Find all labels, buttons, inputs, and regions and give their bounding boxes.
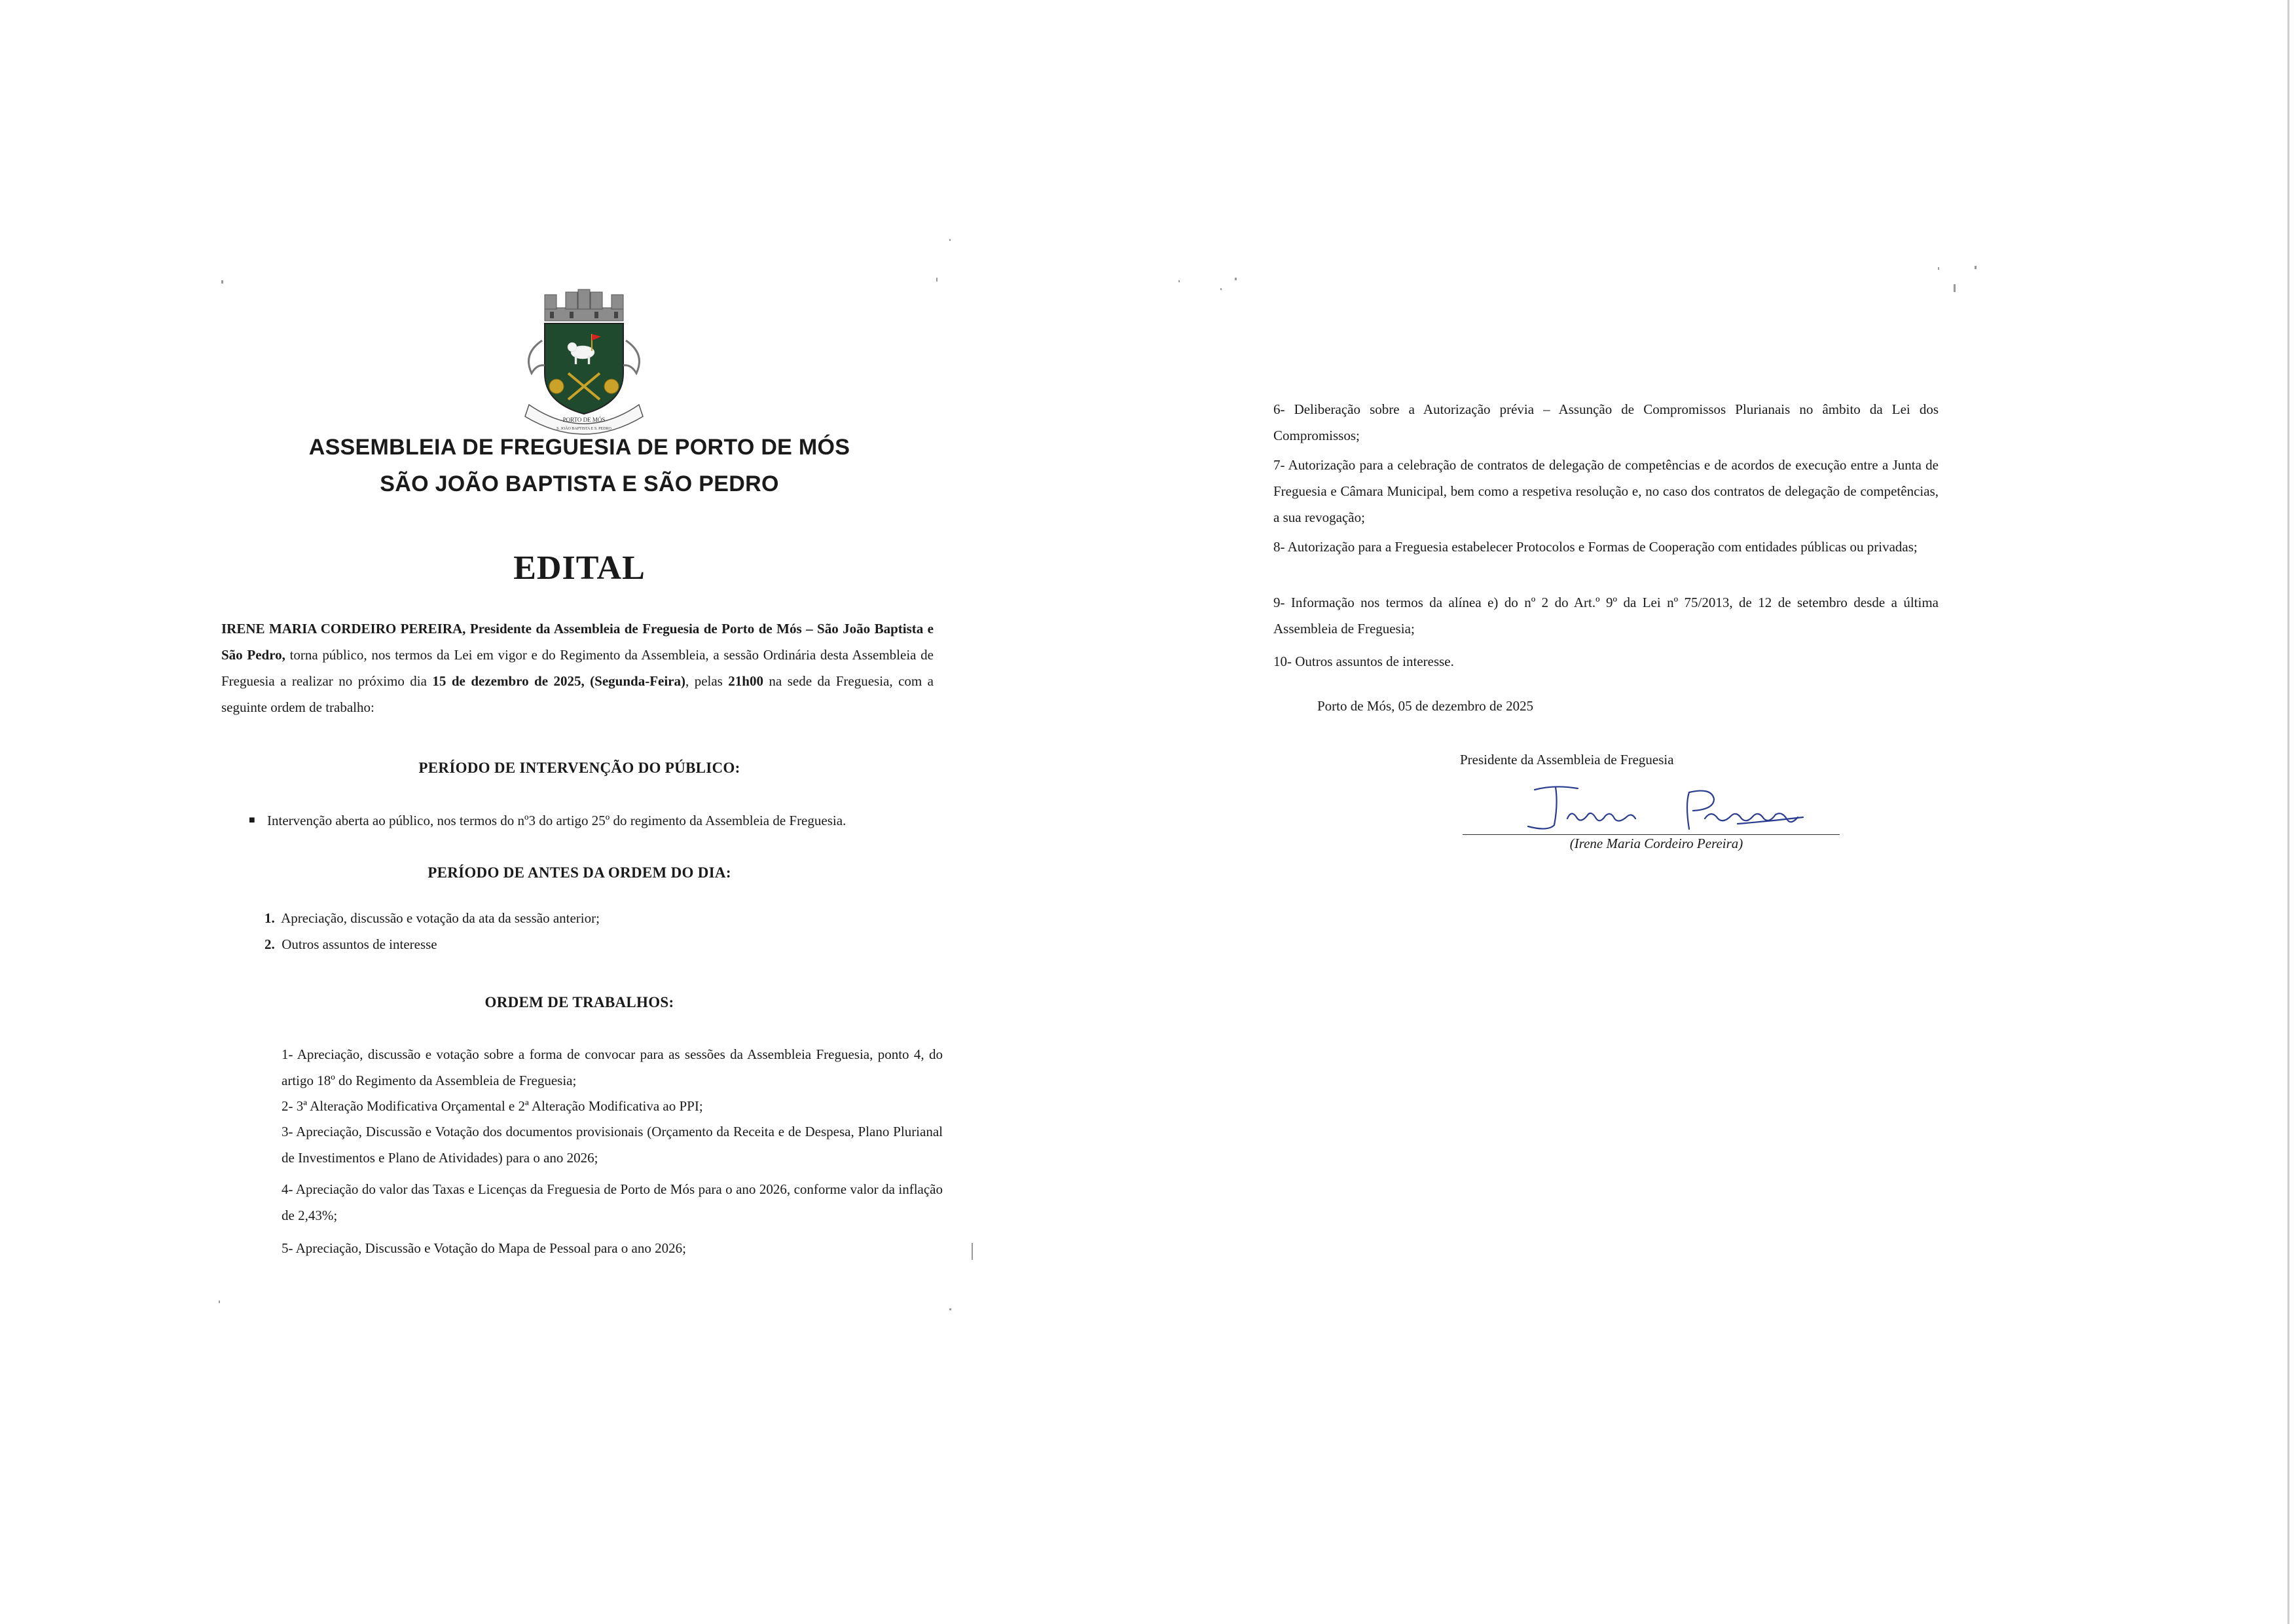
signatory-role: Presidente da Assembleia de Freguesia — [1460, 752, 1674, 767]
agenda-item: 6- Deliberação sobre a Autorização prévia – Assunção de Compromissos Plurianais no âmbito da Lei dos Compromissos; — [1273, 401, 1939, 443]
svg-text:PORTO DE MÓS: PORTO DE MÓS — [562, 416, 606, 423]
intro-text2: , pelas — [685, 673, 729, 689]
list-item — [249, 807, 934, 834]
scan-speck — [949, 1308, 951, 1310]
place-date: Porto de Mós, 05 de dezembro de 2025 — [1317, 698, 1534, 714]
agenda-item: 3- Apreciação, Discussão e Votação dos documentos provisionais (Orçamento da Receita e de Despesa, Plano Plurianal de Investimentos e Plano de Atividades) para o ano 2026; — [282, 1124, 943, 1166]
agenda-item: 10- Outros assuntos de interesse. — [1273, 654, 1454, 669]
scan-speck — [972, 1243, 973, 1260]
item-text: Outros assuntos de interesse — [282, 936, 437, 950]
item-number: 2. — [264, 936, 275, 950]
scan-speck — [1938, 267, 1939, 270]
organization-name: ASSEMBLEIA DE FREGUESIA DE PORTO DE MÓS — [308, 435, 850, 460]
intro-name: IRENE MARIA CORDEIRO PEREIRA — [221, 621, 463, 637]
scan-speck — [221, 280, 223, 284]
municipal-coat-of-arms-icon — [513, 288, 655, 436]
agenda-item: 4- Apreciação do valor das Taxas e Licenças da Freguesia de Porto de Mós para o ano 2026, conforme valor da inflação de 2,43%; — [282, 1181, 943, 1223]
meeting-date: 15 de dezembro de 2025, (Segunda-Feira) — [432, 673, 685, 689]
item-number: 1. — [264, 910, 275, 926]
agenda-item: 9- Informação nos termos da alínea e) do nº 2 do Art.º 9º da Lei nº 75/2013, de 12 de setembro desde a última Assembleia de Freguesia; — [1273, 595, 1939, 637]
scan-speck — [1954, 284, 1956, 292]
agenda-item: 8- Autorização para a Freguesia estabelecer Protocolos e Formas de Cooperação com entidades públicas ou privadas; — [1273, 539, 1918, 555]
agenda-item: 5- Apreciação, Discussão e Votação do Mapa de Pessoal para o ano 2026; — [282, 1240, 686, 1256]
svg-text:S. JOÃO BAPTISTA E S. PEDRO: S. JOÃO BAPTISTA E S. PEDRO — [556, 427, 611, 431]
list-item — [264, 936, 437, 950]
scan-speck — [949, 239, 951, 241]
organization-subname: SÃO JOÃO BAPTISTA E SÃO PEDRO — [380, 471, 779, 496]
scan-speck — [1178, 280, 1180, 282]
signature-line — [1463, 834, 1840, 835]
agenda-item: 1- Apreciação, discussão e votação sobre a forma de convocar para as sessões da Assembleia Freguesia, ponto 4, do artigo 18º do Regimento da Assembleia de Freguesia; — [282, 1046, 943, 1088]
item-text: Apreciação, discussão e votação da ata da sessão anterior; — [281, 910, 600, 926]
section-heading-publico: PERÍODO DE INTERVENÇÃO DO PÚBLICO: — [418, 760, 740, 776]
intro-role: , Presidente da Assembleia de Freguesia de Porto de Mós – São João Baptista e São Pedro, — [221, 621, 934, 663]
scan-speck — [936, 278, 938, 282]
section-heading-ordem: ORDEM DE TRABALHOS: — [484, 994, 674, 1010]
scan-speck — [1975, 266, 1977, 269]
agenda-item: 7- Autorização para a celebração de contratos de delegação de competências e de acordos de execução entre a Junta de Freguesia e Câmara Municipal, bem como a respetiva resolução e, no caso dos contratos de delegação de competências, a sua revogação; — [1273, 457, 1939, 525]
meeting-time: 21h00 — [728, 673, 763, 689]
handwritten-signature-icon — [1463, 778, 1840, 837]
bullet-icon: ■ — [249, 815, 255, 826]
section-heading-antes: PERÍODO DE ANTES DA ORDEM DO DIA: — [428, 864, 731, 881]
scan-speck — [1220, 288, 1222, 290]
signatory-name: (Irene Maria Cordeiro Pereira) — [1569, 836, 1743, 851]
document-title: EDITAL — [513, 549, 646, 587]
intro-text1: torna público, nos termos da Lei em vigor e do Regimento da Assembleia, a sessão Ordinária desta Assembleia de Freguesia a realizar no próximo dia — [221, 647, 934, 689]
bullet-text: Intervenção aberta ao público, nos termos do nº3 do artigo 25º do regimento da Assembleia de Freguesia. — [267, 813, 847, 828]
scan-speck — [1235, 278, 1237, 280]
scan-speck — [219, 1301, 220, 1303]
agenda-item: 2- 3ª Alteração Modificativa Orçamental e 2ª Alteração Modificativa ao PPI; — [282, 1098, 703, 1114]
list-item — [264, 910, 600, 927]
scan-edge — [2287, 0, 2289, 1624]
intro-text3: na sede da Freguesia, com a seguinte ordem de trabalho: — [221, 673, 934, 715]
intro-paragraph — [221, 616, 934, 720]
